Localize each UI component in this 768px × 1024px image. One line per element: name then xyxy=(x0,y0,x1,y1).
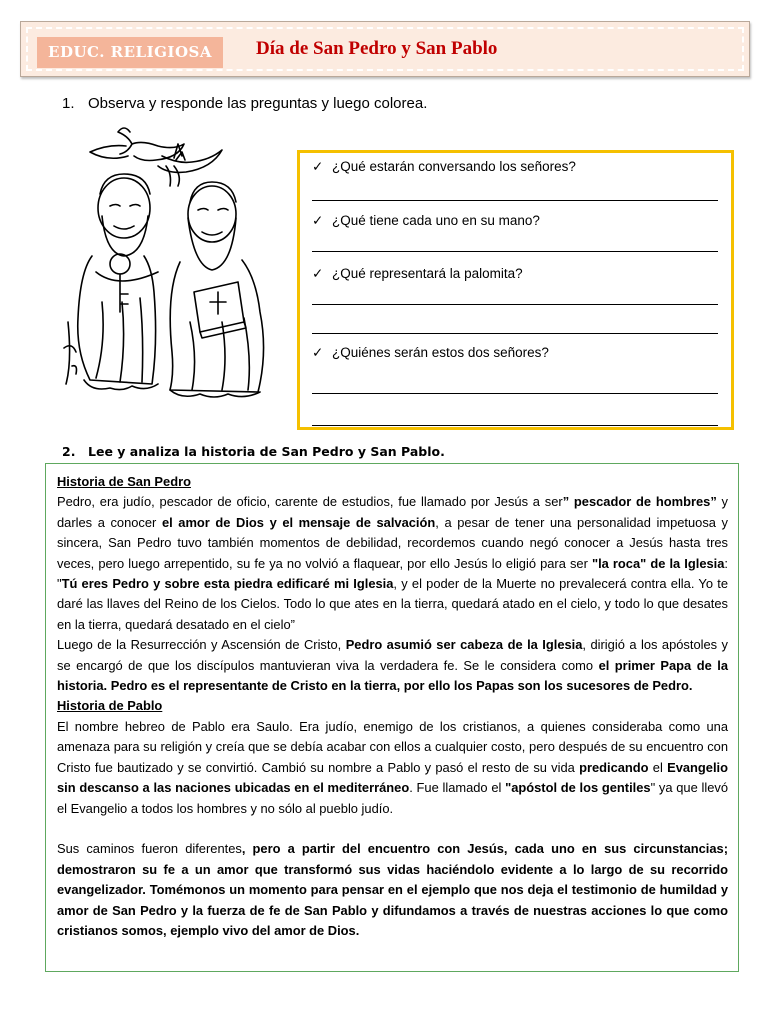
pablo-heading: Historia de Pablo xyxy=(57,698,163,714)
checkmark-icon: ✓ xyxy=(312,345,324,360)
saint-peter-figure xyxy=(78,174,158,390)
section-2-number: 2. xyxy=(62,444,76,459)
answer-line[interactable] xyxy=(312,251,718,252)
bold-text-run: , pero a partir del encuentro con Jesús, cada uno en sus circunstancias; demostraron su fe a un amor que transformó sus vidas haciéndolo evidente a lo largo de su recorrido evangelizador. Tomémonos un momento para pensar en el ejemplo que nos deja el testimonio de humildad y amor de San Pedro y la fuerza de fe de San Pablo y difundamos a través de nuestras acciones lo que como cristianos somos, ejemplo vivo del amor de Dios. xyxy=(57,841,728,938)
question-4: ✓ ¿Quiénes serán estos dos señores? xyxy=(312,345,549,360)
bold-text-run: el amor de Dios y el mensaje de salvación xyxy=(161,514,436,530)
text-run: Pedro, era judío, pescador de oficio, carente de estudios, fue llamado por Jesús a ser xyxy=(57,494,563,510)
pedro-paragraph-2 xyxy=(57,635,728,696)
text-run: , y el poder de la Muerte no prevalecerá contra ella. Yo te daré las llaves del Reino de los Cielos. Todo lo que ates en la tierra, quedará atado en el cielo, y todo lo que desates en la tierra, quedará desatado en el cielo” xyxy=(57,576,728,632)
pablo-paragraph-1 xyxy=(57,717,728,819)
text-run: , dirigió a los apóstoles y se encargó de que los discípulos mantuvieran viva la verdadera fe. Se le considera como xyxy=(57,637,729,673)
bold-text-run: "la roca" de la Iglesia xyxy=(591,555,725,571)
story-box xyxy=(45,463,739,972)
pedro-paragraph-1 xyxy=(57,492,728,635)
text-run: , a pesar de tener una personalidad impetuosa y sincera, San Pedro tuvo también momentos de debilidad, recordemos cuando negó conocer a Jesús hasta tres veces, pero luego arrepentido, su fe ya no volvió a flaquear, por ello Jesús lo eligió para ser xyxy=(57,514,728,571)
answer-line[interactable] xyxy=(312,393,718,394)
answer-line[interactable] xyxy=(312,425,718,426)
pedro-heading: Historia de San Pedro xyxy=(57,474,191,489)
story-text xyxy=(57,472,728,941)
text-run: : " xyxy=(57,555,729,592)
bold-text-run: Tú eres Pedro y sobre esta piedra edificaré mi Iglesia xyxy=(61,576,394,592)
answer-line[interactable] xyxy=(312,333,718,334)
section-2-text: Lee y analiza la historia de San Pedro y San Pablo. xyxy=(88,444,445,459)
text-run: Luego de la Resurrección y Ascensión de Cristo, xyxy=(57,637,346,653)
question-3: ✓ ¿Qué representará la palomita? xyxy=(312,266,523,281)
text-run: Sus caminos fueron diferentes xyxy=(57,841,242,857)
bold-text-run: ” pescador de hombres” xyxy=(562,494,717,510)
bold-text-run: Pedro asumió ser cabeza de la Iglesia xyxy=(345,637,583,653)
subject-tag: EDUC. RELIGIOSA xyxy=(37,37,223,68)
text-run: y darles a conocer xyxy=(57,494,729,530)
saints-peter-and-paul-illustration xyxy=(62,122,290,402)
bold-text-run: predicando xyxy=(579,759,649,775)
text-run: " ya que llevó el Evangelio a todos los hombres y no sólo al pueblo judío. xyxy=(57,780,728,816)
questions-box xyxy=(297,150,734,430)
section-1-text: Observa y responde las preguntas y luego colorea. xyxy=(88,95,428,112)
saint-paul-figure xyxy=(170,182,264,397)
bold-text-run: Evangelio sin descanso a las naciones ubicadas en el mediterráneo xyxy=(57,759,728,796)
question-2: ✓ ¿Qué tiene cada uno en su mano? xyxy=(312,213,540,228)
checkmark-icon: ✓ xyxy=(312,159,324,174)
answer-line[interactable] xyxy=(312,200,718,201)
text-run: . Fue llamado el xyxy=(409,780,506,796)
page-title: Día de San Pedro y San Pablo xyxy=(256,38,498,59)
bold-text-run: el primer Papa de la historia. Pedro es el representante de Cristo en la tierra, por ello los Papas son los sucesores de Pedro. xyxy=(57,657,728,694)
checkmark-icon: ✓ xyxy=(312,213,324,228)
section-1-instruction xyxy=(62,95,427,112)
text-run: el xyxy=(648,759,668,775)
artist-signature xyxy=(64,322,77,384)
checkmark-icon: ✓ xyxy=(312,266,324,281)
answer-line[interactable] xyxy=(312,304,718,305)
bold-text-run: "apóstol de los gentiles xyxy=(505,780,651,796)
text-run: El nombre hebreo de Pablo era Saulo. Era judío, enemigo de los cristianos, a quienes consideraba como una amenaza para su religión y creía que se debía acabar con ellos a cualquier costo, pero después de su encuentro con Cristo fue bautizado y se convirtió. Cambió su nombre a Pablo y pasó el resto de su vida xyxy=(57,718,728,775)
closing-paragraph xyxy=(57,839,728,941)
section-1-number: 1. xyxy=(62,95,75,112)
question-1: ✓ ¿Qué estarán conversando los señores? xyxy=(312,159,576,174)
section-2-instruction xyxy=(62,444,445,459)
